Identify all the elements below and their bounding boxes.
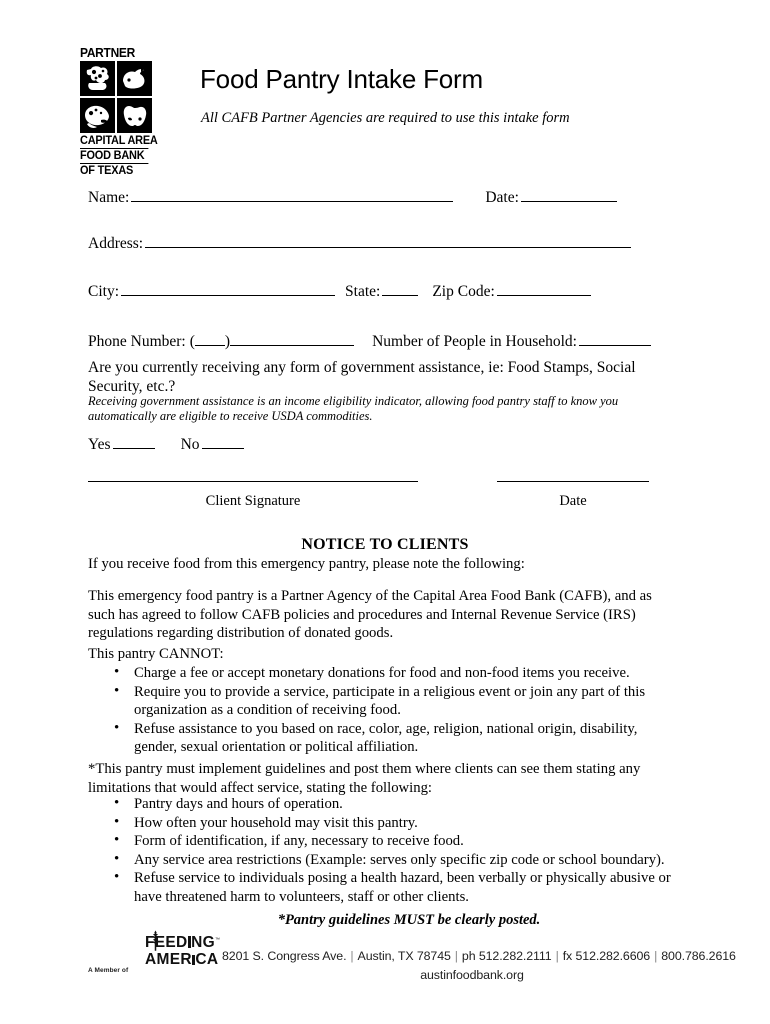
bullet-icon: • bbox=[114, 719, 120, 736]
bullet-icon: • bbox=[114, 869, 120, 885]
footer-toll-free: 800.786.2616 bbox=[661, 949, 736, 963]
list-item-text: Pantry days and hours of operation. bbox=[134, 796, 343, 812]
notice-intro: If you receive food from this emergency pantry, please note the following: bbox=[88, 556, 525, 572]
address-row bbox=[88, 234, 688, 253]
list-item bbox=[88, 720, 680, 757]
footer-phone: ph 512.282.2111 bbox=[461, 949, 552, 963]
fish-icon bbox=[80, 98, 115, 133]
list-item bbox=[88, 851, 680, 870]
list-item-text: Refuse service to individuals posing a health hazard, been verbally or physically abusive or have threatened harm to volunteers, staff or other clients. bbox=[134, 870, 671, 905]
footer-separator: | bbox=[654, 949, 658, 963]
footer-separator: | bbox=[454, 949, 458, 963]
footer-city-state-zip: Austin, TX 78745 bbox=[357, 949, 451, 963]
signature-date-line[interactable] bbox=[497, 481, 649, 482]
page-subtitle: All CAFB Partner Agencies are required to use this intake form bbox=[201, 110, 570, 126]
address-input[interactable] bbox=[145, 234, 631, 248]
zip-label: Zip Code: bbox=[432, 283, 495, 300]
guidelines-list bbox=[88, 795, 680, 906]
logo-line-capital-area: CAPITAL AREA bbox=[80, 135, 158, 147]
bullet-icon: • bbox=[114, 832, 120, 848]
phone-label: Phone Number: bbox=[88, 333, 186, 350]
feeding-word-part1: FEED bbox=[145, 934, 188, 952]
pantry-cannot-heading: This pantry CANNOT: bbox=[88, 646, 224, 662]
list-item bbox=[88, 832, 680, 851]
list-item-text: Require you to provide a service, participate in a religious event or join any part of this organization as a condition of receiving food. bbox=[134, 683, 646, 718]
guidelines-posted-note: *Pantry guidelines MUST be clearly posted. bbox=[277, 912, 541, 928]
america-word bbox=[145, 951, 220, 968]
phone-area-open-paren: ( bbox=[189, 333, 195, 350]
bullet-icon: • bbox=[114, 813, 120, 830]
footer-website-link[interactable]: austinfoodbank.org bbox=[420, 968, 524, 982]
footer-contact-line bbox=[222, 949, 736, 963]
footer-fax: fx 512.282.6606 bbox=[562, 949, 651, 963]
list-item bbox=[88, 869, 680, 906]
list-item bbox=[88, 683, 680, 720]
logo-partner-label: PARTNER bbox=[80, 45, 135, 60]
state-input[interactable] bbox=[382, 282, 418, 296]
apple-icon bbox=[117, 98, 152, 133]
list-item-text: Refuse assistance to you based on race, color, age, religion, national origin, disability, gender, sexual orientation or political affiliation. bbox=[134, 720, 638, 755]
bullet-icon: • bbox=[114, 664, 120, 680]
logo-line-of-texas: OF TEXAS bbox=[80, 165, 134, 177]
list-item-text: How often your household may visit this pantry. bbox=[134, 814, 418, 831]
logo-icon-grid bbox=[80, 61, 152, 133]
household-count-input[interactable] bbox=[579, 332, 651, 346]
address-label: Address: bbox=[88, 235, 144, 252]
vegetable-icon bbox=[117, 61, 152, 96]
name-date-row bbox=[88, 188, 688, 207]
government-assistance-note: Receiving government assistance is an income eligibility indicator, allowing food pantry staff to know you automatically are eligible to receive USDA commodities. bbox=[88, 394, 619, 423]
no-label: No bbox=[180, 436, 200, 453]
signature-date-caption: Date bbox=[559, 493, 587, 509]
america-word-part2: CA bbox=[195, 951, 219, 969]
client-signature-caption: Client Signature bbox=[205, 493, 301, 509]
state-label: State: bbox=[345, 283, 381, 300]
guidelines-heading: *This pantry must implement guidelines and post them where clients can see them stating any limitations that would affect service, stating the following: bbox=[88, 761, 641, 796]
pantry-cannot-list bbox=[88, 664, 680, 757]
city-state-zip-row bbox=[88, 282, 688, 301]
yes-checkbox-line[interactable] bbox=[113, 435, 155, 449]
date-input[interactable] bbox=[521, 188, 617, 202]
feeding-word bbox=[145, 932, 220, 951]
logo-line-food-bank: FOOD BANK bbox=[80, 150, 148, 164]
bullet-icon: • bbox=[114, 682, 120, 699]
client-signature-line[interactable] bbox=[88, 481, 418, 482]
list-item-text: Charge a fee or accept monetary donations for food and non-food items you receive. bbox=[134, 665, 630, 681]
notice-heading: NOTICE TO CLIENTS bbox=[301, 536, 469, 553]
logo-wordmark bbox=[80, 135, 158, 178]
city-input[interactable] bbox=[121, 282, 335, 296]
feeding-america-wordmark bbox=[145, 932, 220, 968]
america-word-part1: AMER bbox=[145, 951, 192, 969]
phone-area-code-input[interactable] bbox=[195, 332, 225, 346]
list-item bbox=[88, 795, 680, 814]
page-title: Food Pantry Intake Form bbox=[200, 64, 483, 94]
document-header bbox=[0, 0, 770, 180]
footer-separator: | bbox=[350, 949, 354, 963]
feeding-word-part2: NG bbox=[191, 934, 215, 952]
bullet-icon: • bbox=[114, 850, 120, 867]
trademark-symbol: ™ bbox=[214, 937, 221, 943]
footer-street-address: 8201 S. Congress Ave. bbox=[222, 949, 347, 963]
feeding-america-logo bbox=[88, 930, 228, 992]
yes-label: Yes bbox=[88, 436, 111, 453]
member-of-label: A Member of bbox=[88, 967, 129, 974]
city-label: City: bbox=[88, 283, 120, 300]
phone-area-close-paren: ) bbox=[224, 333, 231, 350]
household-label: Number of People in Household: bbox=[372, 333, 577, 350]
phone-number-input[interactable] bbox=[230, 332, 354, 346]
date-label: Date: bbox=[485, 189, 519, 206]
phone-household-row bbox=[88, 332, 688, 351]
yes-no-row bbox=[88, 435, 246, 454]
capital-area-food-bank-logo bbox=[80, 46, 156, 179]
zip-input[interactable] bbox=[497, 282, 591, 296]
name-input[interactable] bbox=[131, 188, 453, 202]
bullet-icon: • bbox=[114, 795, 120, 811]
list-item-text: Any service area restrictions (Example: serves only specific zip code or school boundary). bbox=[134, 851, 665, 868]
no-checkbox-line[interactable] bbox=[202, 435, 244, 449]
list-item bbox=[88, 814, 680, 833]
footer-separator: | bbox=[555, 949, 559, 963]
name-label: Name: bbox=[88, 189, 130, 206]
list-item-text: Form of identification, if any, necessary to receive food. bbox=[134, 833, 464, 849]
list-item bbox=[88, 664, 680, 683]
bread-icon bbox=[80, 61, 115, 96]
document-footer bbox=[0, 912, 770, 1024]
government-assistance-question: Are you currently receiving any form of government assistance, ie: Food Stamps, Social Security, etc.? bbox=[88, 359, 636, 395]
notice-paragraph: This emergency food pantry is a Partner Agency of the Capital Area Food Bank (CAFB), and as such has agreed to follow CAFB policies and procedures and Internal Revenue Service (IRS) regulations regarding distribution of donated goods. bbox=[88, 588, 652, 641]
